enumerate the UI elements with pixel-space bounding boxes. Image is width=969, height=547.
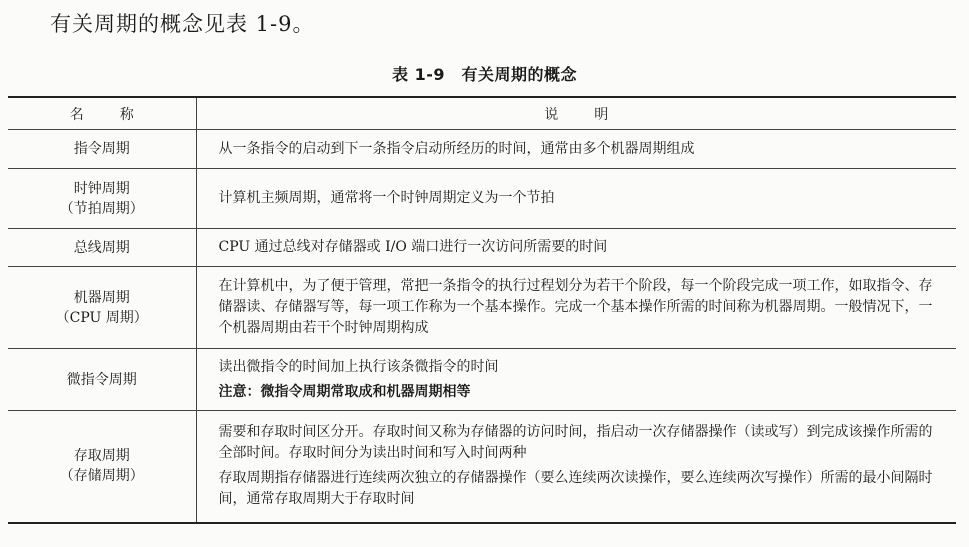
row-name-cell <box>8 349 196 411</box>
table-row-access-cycle <box>8 411 956 523</box>
row-name: 存取周期 <box>73 448 130 465</box>
header-desc <box>196 97 956 130</box>
header-desc-label: 说明 <box>544 106 645 123</box>
row-desc-cell <box>196 349 956 411</box>
row-desc: CPU 通过总线对存储器或 I/O 端口进行一次访问所需要的时间 <box>218 239 608 255</box>
cycle-concepts-table <box>8 96 956 524</box>
row-desc-cell <box>196 267 956 349</box>
row-name-cell <box>8 229 196 267</box>
row-name: 时钟周期 <box>73 180 130 197</box>
row-desc: 计算机主频周期，通常将一个时钟周期定义为一个节拍 <box>218 190 555 206</box>
row-desc: 读出微指令的时间加上执行该条微指令的时间 <box>218 358 499 375</box>
row-name-cell <box>8 411 196 523</box>
row-desc-cell <box>196 411 956 523</box>
row-desc-cell <box>196 169 956 229</box>
row-desc: 从一条指令的启动到下一条指令启动所经历的时间，通常由多个机器周期组成 <box>218 140 695 157</box>
row-desc: 需要和存取时间区分开。存取时间又称为存储器的访问时间，指启动一次存储器操作（读或写）到完成该操作所需的全部时间。存取时间分为读出时间和写入时间两种 <box>218 424 933 462</box>
header-name-label: 名称 <box>69 106 170 123</box>
table-row-machine-cycle <box>8 267 956 349</box>
row-note: 注意：微指令周期常取成和机器周期相等 <box>218 383 471 400</box>
row-name: 微指令周期 <box>66 371 137 388</box>
row-name-cell <box>8 169 196 229</box>
header-name <box>8 97 196 130</box>
table-row-clock-cycle <box>8 169 956 229</box>
row-desc-cell <box>196 130 956 169</box>
row-desc-2: 存取周期指存储器进行连续两次独立的存储器操作（要么连续两次读操作，要么连续两次写操作）所需的最小间隔时间，通常存取周期大于存取时间 <box>218 470 933 508</box>
row-name-alt: （CPU 周期） <box>55 309 148 326</box>
table-row-instruction-cycle <box>8 130 956 169</box>
row-name-alt: （节拍周期） <box>59 200 144 217</box>
table-header-row <box>8 97 956 130</box>
row-name: 总线周期 <box>73 239 130 256</box>
row-name: 机器周期 <box>73 289 130 306</box>
intro-text: 有关周期的概念见表 1-9。 <box>50 12 315 36</box>
table-row-bus-cycle <box>8 229 956 267</box>
row-name-cell <box>8 130 196 169</box>
table-row-microinstruction-cycle <box>8 349 956 411</box>
row-desc-cell <box>196 229 956 267</box>
row-name-alt: （存储周期） <box>59 468 144 485</box>
row-name-cell <box>8 267 196 349</box>
row-name: 指令周期 <box>73 141 130 157</box>
table-caption: 表 1-9 有关周期的概念 <box>392 65 577 84</box>
row-desc: 在计算机中，为了便于管理，常把一条指令的执行过程划分为若干个阶段，每一个阶段完成一项工作，如取指令、存储器读、存储器写等，每一项工作称为一个基本操作。完成一个基本操作所需的时间称为机器周期。一般情况下，一个机器周期由若干个时钟周期构成 <box>218 278 933 336</box>
